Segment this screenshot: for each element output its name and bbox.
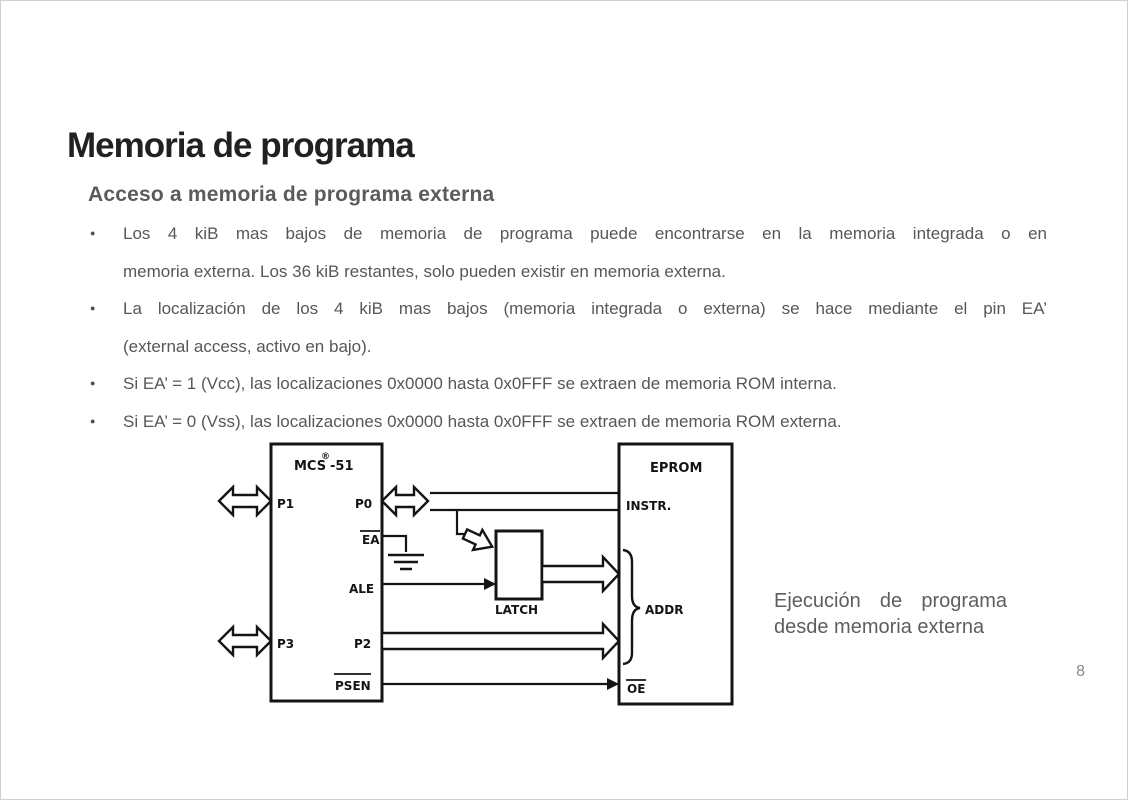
ground-icon — [388, 555, 424, 569]
pin-p2-label: P2 — [354, 637, 372, 651]
bullet-text-line: La localización de los 4 kiB mas bajos (memoria integrada o externa) se hace mediante el pin EA’ — [123, 299, 1047, 318]
list-item — [89, 290, 1047, 365]
ale-arrowhead-icon — [484, 578, 496, 590]
mcu-label: MCS — [294, 459, 327, 474]
bullet-icon: ● — [90, 303, 96, 313]
bullet-text-line: Los 4 kiB mas bajos de memoria de programa puede encontrarse en la memoria integrada o en — [123, 224, 1047, 243]
ea-ground-line — [382, 536, 406, 552]
slide-subtitle: Acceso a memoria de programa externa — [88, 183, 495, 206]
addr-brace — [623, 550, 640, 664]
eprom-label: EPROM — [650, 461, 703, 476]
bullet-icon: ● — [90, 415, 96, 426]
pin-ale-label: ALE — [349, 582, 375, 596]
mcu-label-suffix: -51 — [330, 459, 354, 474]
circuit-diagram — [209, 434, 749, 714]
addr-label: ADDR — [645, 603, 684, 617]
pin-ea-label: EA — [362, 533, 380, 547]
p2-addr-arrow-icon — [382, 624, 619, 658]
bullet-icon: ● — [90, 378, 96, 388]
p0-latch-line — [457, 510, 466, 534]
oe-label: OE — [627, 682, 646, 696]
page-number: 8 — [1076, 663, 1085, 680]
bullet-icon: ● — [90, 228, 96, 238]
list-item — [89, 215, 1047, 290]
bullet-text-line: (external access, activo en bajo). — [123, 336, 372, 356]
pin-p3-label: P3 — [277, 637, 295, 651]
eprom-box — [619, 444, 732, 704]
bullet-text-line: Si EA’ = 1 (Vcc), las localizaciones 0x0000 hasta 0x0FFF se extraen de memoria ROM interna. — [123, 374, 837, 393]
mcu-box — [271, 444, 382, 701]
p1-bidir-arrow-icon — [219, 487, 271, 515]
registered-mark: ® — [321, 452, 330, 462]
caption-line: Ejecución de programa — [774, 590, 1007, 612]
p0-bidir-arrow-icon — [382, 487, 428, 515]
latch-input-arrow-icon — [460, 524, 496, 557]
page-title: Memoria de programa — [67, 126, 414, 165]
psen-arrowhead-icon — [607, 678, 619, 690]
instr-label: INSTR. — [626, 499, 672, 513]
p3-bidir-arrow-icon — [219, 627, 271, 655]
latch-box — [496, 531, 542, 599]
latch-addr-arrow-icon — [542, 557, 619, 591]
bullet-text-line: Si EA’ = 0 (Vss), las localizaciones 0x0000 hasta 0x0FFF se extraen de memoria ROM externa. — [123, 411, 842, 431]
pin-p0-label: P0 — [355, 497, 373, 511]
list-item — [89, 365, 1047, 403]
pin-p1-label: P1 — [277, 497, 295, 511]
pin-psen-label: PSEN — [335, 679, 371, 693]
latch-label: LATCH — [495, 603, 539, 617]
bullet-text-line: memoria externa. Los 36 kiB restantes, solo pueden existir en memoria externa. — [123, 261, 726, 281]
caption-line: desde memoria externa — [774, 616, 985, 638]
bullet-list — [89, 215, 1047, 440]
diagram-caption — [774, 588, 1007, 640]
